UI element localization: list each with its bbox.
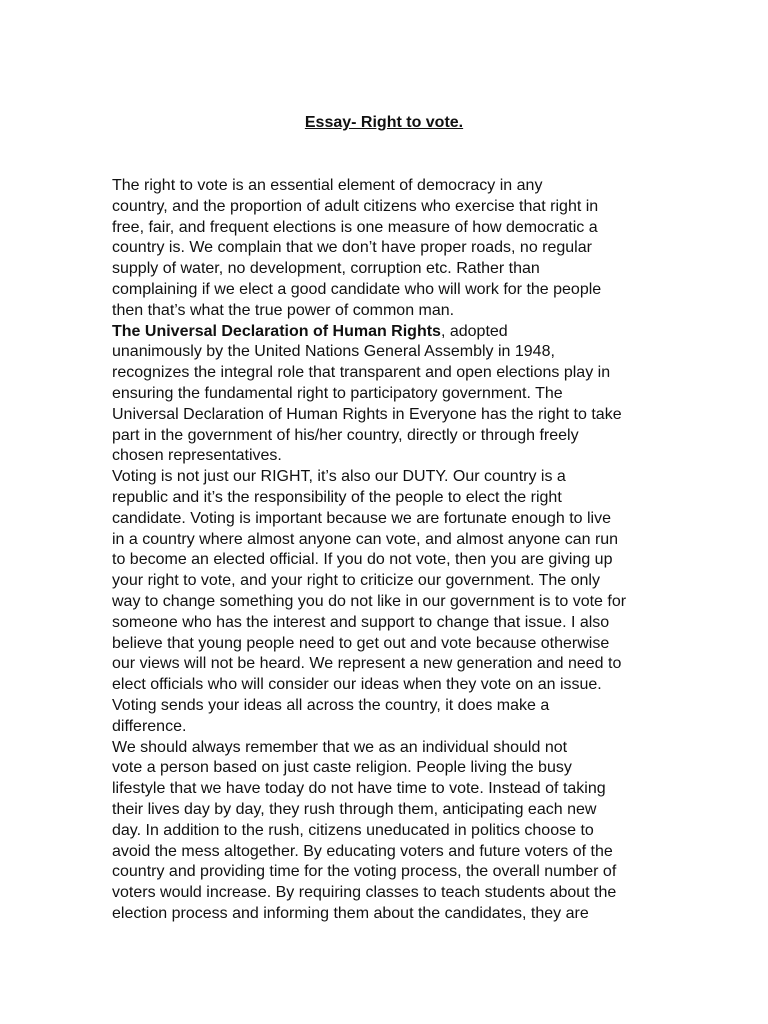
essay-body — [112, 176, 660, 925]
paragraph-2 — [112, 322, 660, 468]
essay-title: Essay- Right to vote. — [304, 114, 464, 131]
paragraph-1: The right to vote is an essential element of democracy in any country, and the proportion of adult citizens who exercise that right in free, fair, and frequent elections is one measure of how democratic a country is. We complain that we don’t have proper roads, no regular supply of water, no development, corruption etc. Rather than complaining if we elect a good candidate who will work for the people then that’s what the true power of common man. — [112, 177, 602, 319]
paragraph-4: We should always remember that we as an individual should not vote a person based on just caste religion. People living the busy lifestyle that we have today do not have time to vote. Instead of taking their lives day by day, they rush through them, anticipating each new day. In addition to the rush, citizens uneducated in politics choose to avoid the mess altogether. By educating voters and future voters of the country and providing time for the voting process, the overall number of voters would increase. By requiring classes to teach students about the election process and informing them about the candidates, they are — [112, 738, 617, 922]
udhr-bold-phrase: The Universal Declaration of Human Rights — [112, 322, 441, 340]
paragraph-2-text: , adopted unanimously by the United Nations General Assembly in 1948, recognizes the integral role that transparent and open elections play in ensuring the fundamental right to participatory government. The Universal Declaration of Human Rights in Everyone has the right to take part in the government of his/her country, directly or through freely chosen representatives. — [112, 322, 622, 465]
paragraph-3: Voting is not just our RIGHT, it’s also our DUTY. Our country is a republic and it’s the responsibility of the people to elect the right candidate. Voting is important because we are fortunate enough to live in a country where almost anyone can vote, and almost anyone can run to become an elected official. If you do not vote, then you are giving up your right to vote, and your right to criticize our government. The only way to change something you do not like in our government is to vote for someone who has the interest and support to change that issue. I also believe that young people need to get out and vote because otherwise our views will not be heard. We represent a new generation and need to elect officials who will consider our ideas when they vote on an issue. Voting sends your ideas all across the country, it does make a difference. — [112, 468, 627, 735]
